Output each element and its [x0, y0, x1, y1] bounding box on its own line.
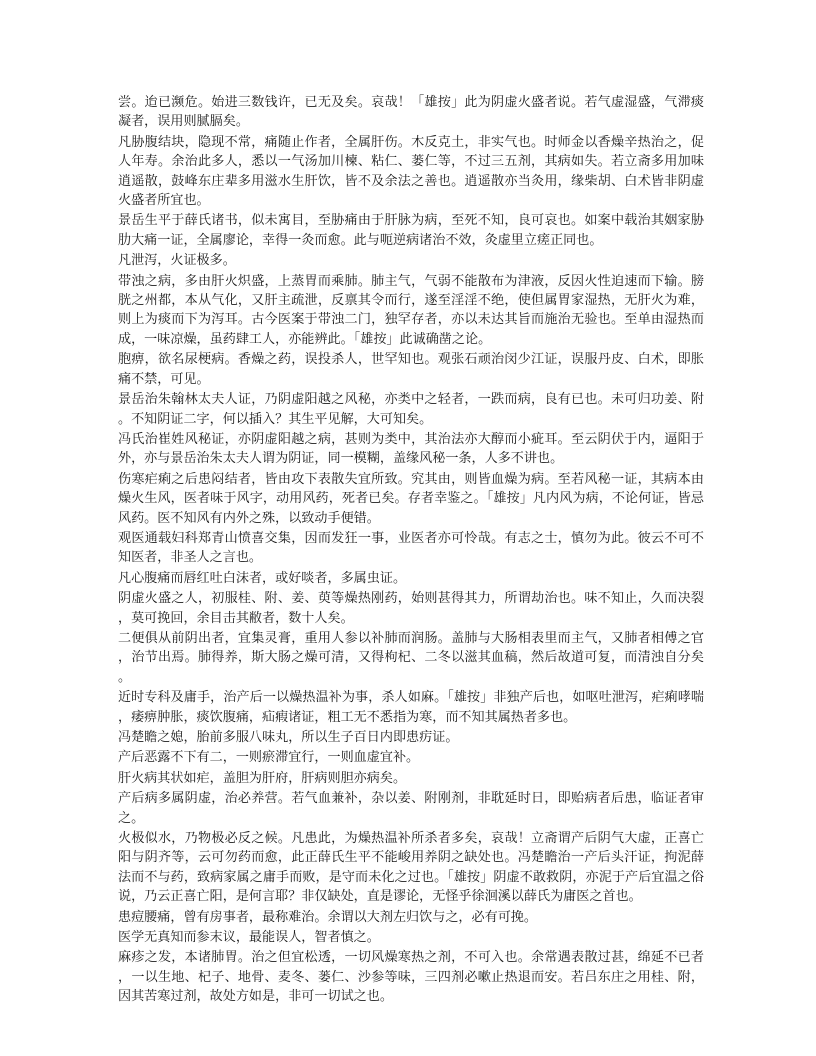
document-page — [118, 93, 704, 1008]
paragraph-10: 观医通载妇科郑青山愤喜交集，因而发狂一事，业医者亦可怜哉。有志之士，慎勿为此。彼云不可不知医者，非圣人之言也。 — [118, 530, 704, 566]
paragraph-13: 二便俱从前阴出者，宜集灵膏，重用人参以补肺而润肠。盖肺与大肠相表里而主气，又肺者相傅之官，治节出焉。肺得养，斯大肠之燥可清，又得枸杞、二冬以滋其血稿，然后故道可复，而清浊自分矣。 — [118, 630, 704, 685]
paragraph-15: 冯楚瞻之媳，胎前多服八味丸，所以生子百日内即患疠证。 — [118, 730, 459, 745]
paragraph-22: 麻疹之发，本诸肺胃。治之但宜松透，一切风燥寒热之剂，不可入也。余常遇表散过甚，绵延不已者，一以生地、杞子、地骨、麦冬、蒌仁、沙参等味，三四剂必嗽止热退而安。若吕东庄之用桂、附，因其苦寒过剂，故处方如是，非可一切试之也。 — [118, 950, 704, 1005]
paragraph-3: 景岳生平于薛氏诸书，似未寓目，至胁痛由于肝脉为病，至死不知，良可哀也。如案中载治其姻家胁肋大痛一证，全属廖论，幸得一灸而愈。此与呃逆病诸治不效，灸虚里立瘥正同也。 — [118, 213, 704, 248]
paragraph-11: 凡心腹痛而唇红吐白沫者，或好啖者，多属虫证。 — [118, 570, 407, 586]
paragraph-1: 尝。迨已濒危。始进三数钱许，已无及矣。哀哉！「雄按」此为阴虚火盛者说。若气虚湿盛，气滞痰凝者，误用则腻膈矣。 — [118, 95, 704, 130]
paragraph-2: 凡胁腹结块，隐现不常，痛随止作者，全属肝伤。木反克土，非实气也。时师金以香燥辛热治之，促人年寿。余治此多人，悉以一气汤加川楝、粘仁、蒌仁等，不过三五剂，其病如失。若立斋多用加味逍遥散，鼓峰东庄辈多用滋水生肝饮，皆不及余法之善也。逍遥散亦当灸用，缘柴胡、白术皆非阴虚火盛者所宜也。 — [118, 134, 704, 209]
paragraph-7: 景岳治朱翰林太夫人证，乃阴虚阳越之风秘，亦类中之轻者，一跌而病，良有已也。未可归功姜、附。不知阴证二字，何以插入？其生平见解，大可知矣。 — [118, 392, 704, 427]
paragraph-21: 医学无真知而参末议，最能误人，智者慎之。 — [118, 930, 380, 946]
paragraph-9: 伤寒疟痢之后患闷结者，皆由攻下表散失宜所致。究其由，则皆血燥为病。至若风秘一证，其病本由燥火生风，医者味于风字，动用风药，死者已矣。存者幸鉴之。「雄按」凡内风为病，不论何证，皆忌风药。医不知风有内外之殊，以致动手便错。 — [118, 471, 704, 526]
paragraph-6: 胞痹，欲名尿梗病。香燥之药，误投杀人，世罕知也。观张石顽治闵少江证，误服丹皮、白术，即胀痛不禁，可见。 — [118, 352, 704, 387]
paragraph-12: 阴虚火盛之人，初服桂、附、姜、萸等燥热刚药，始则甚得其力，所谓劫治也。味不知止，久而决裂，莫可挽回，余目击其敝者，数十人矣。 — [118, 591, 704, 626]
paragraph-5: 带浊之病，多由肝火炽盛，上蒸胃而乘肺。肺主气，气弱不能散布为津液，反因火性迫速而下输。膀胱之州都，本从气化，又肝主疏泄，反禀其令而行，遂至淫淫不绝，使但属胃家湿热，无肝火为难，则上为痰而下为泻耳。古今医案于带浊二门，独罕存者，亦以未达其旨而施治无验也。至单由湿热而成，一味凉燥，虽药肆工人，亦能辨此。「雄按」此诚确凿之论。 — [118, 273, 704, 347]
paragraph-14: 近时专科及庸手，治产后一以燥热温补为事，杀人如麻。「雄按」非独产后也，如呕吐泄泻，疟痢哮喘，痿痹肿胀，痰饮腹痛，疝瘕诸证，粗工无不悉指为寒，而不知其属热者多也。 — [118, 690, 704, 725]
paragraph-17: 肝火病其状如疟，盖胆为肝府，肝病则胆亦病矣。 — [118, 770, 407, 786]
paragraph-18: 产后病多属阴虚，治必养营。若气血兼补，杂以姜、附刚剂，非耽延时日，即贻病者后患，临证者审之。 — [118, 791, 704, 826]
paragraph-8: 冯氏治崔姓风秘证，亦阴虚阳越之病，甚则为类中，其治法亦大醇而小疵耳。至云阴伏于内，逼阳于外，亦与景岳治朱太夫人谓为阴证，同一模糊，盖缘风秘一条，人多不讲也。 — [118, 431, 704, 467]
paragraph-4: 凡泄泻，火证极多。 — [118, 253, 236, 269]
paragraph-19: 火极似水，乃物极必反之候。凡患此，为燥热温补所杀者多矣，哀哉！立斋谓产后阴气大虚，正喜亡阳与阴齐等，云可勿药而愈，此正薛氏生平不能峻用养阴之缺处也。冯楚瞻治一产后头汗证，拘泥薛法而不与药，致病家属之庸手而败，是守而未化之过也。「雄按」阴虚不敢救阴，亦泥于产后宜温之俗说，乃云正喜亡阳，是何言耶？非仅缺处，直是谬论，无怪乎徐洄溪以薛氏为庸医之首也。 — [118, 831, 704, 905]
paragraph-20: 患痘腰痛，曾有房事者，最称难治。余谓以大剂左归饮与之，必有可挽。 — [118, 909, 537, 925]
paragraph-16: 产后恶露不下有二，一则瘀滞宜行，一则血虚宜补。 — [118, 750, 420, 766]
